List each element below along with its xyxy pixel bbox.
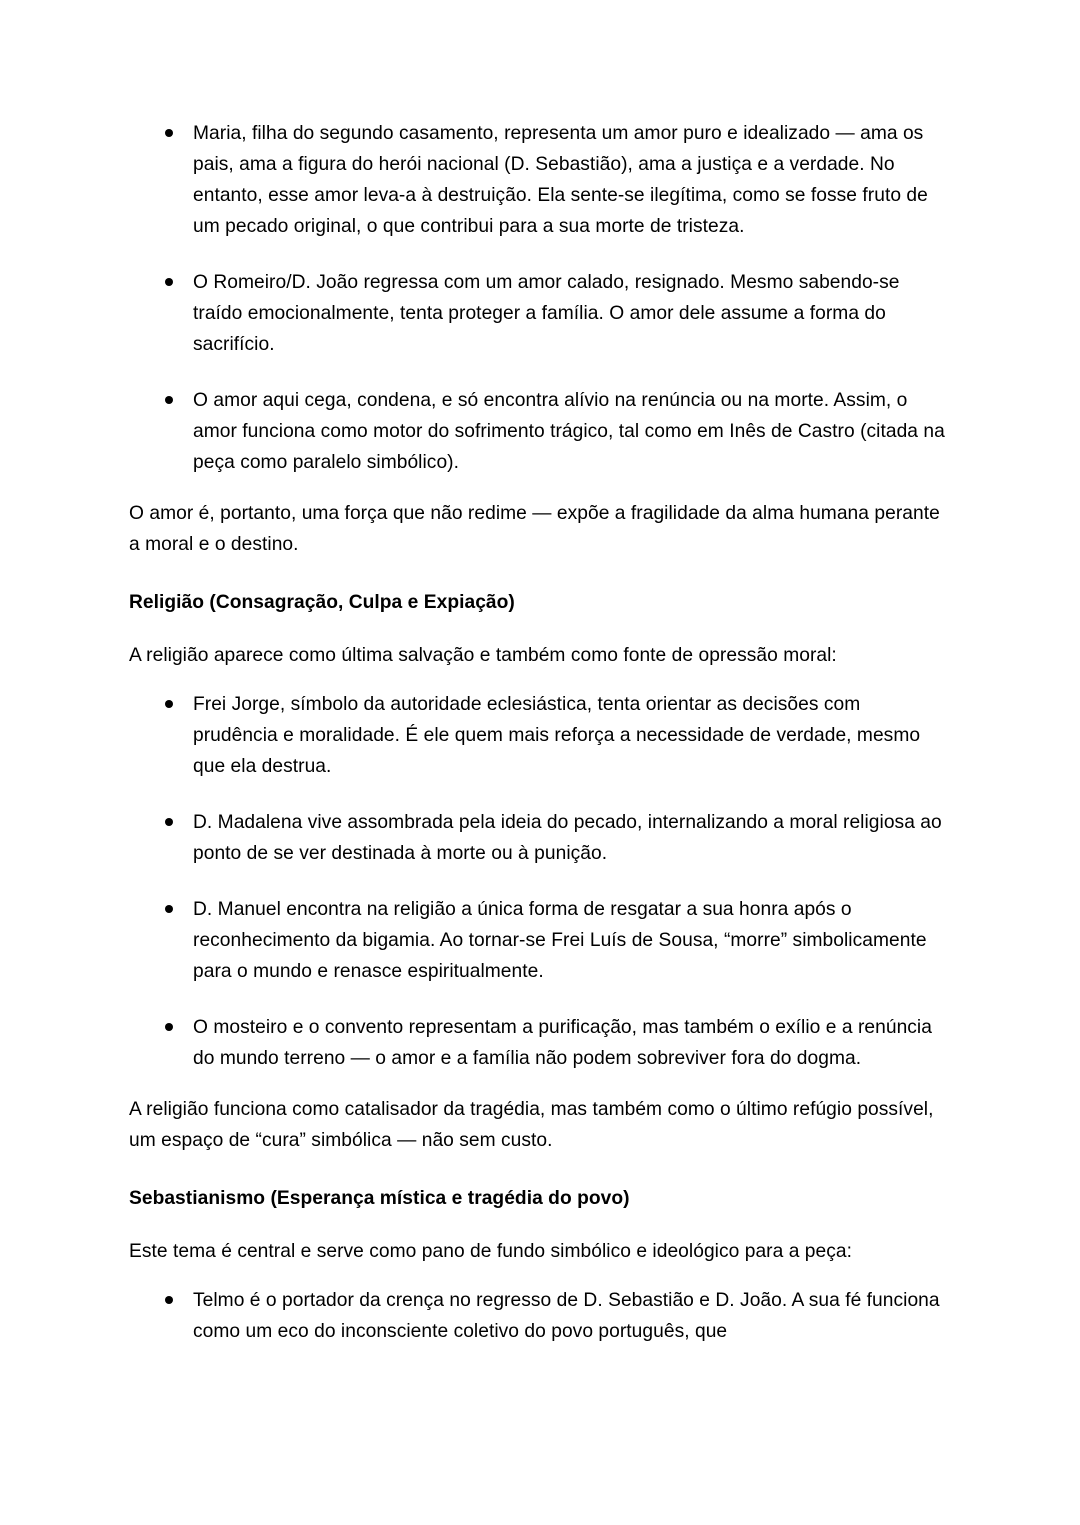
heading-religiao: Religião (Consagração, Culpa e Expiação): [129, 592, 515, 613]
bullet-list-sebastianismo: [129, 1285, 950, 1347]
list-item: [129, 118, 950, 242]
bullet-dot-icon: [165, 278, 173, 286]
list-item: [129, 689, 950, 782]
paragraph-religiao-closing: A religião funciona como catalisador da tragédia, mas também como o último refúgio possível, um espaço de “cura” simbólica — não sem custo.: [129, 1099, 934, 1151]
bullet-list-religiao: [129, 689, 950, 1074]
list-item: [129, 894, 950, 987]
bullet-dot-icon: [165, 396, 173, 404]
list-item-text: O amor aqui cega, condena, e só encontra alívio na renúncia ou na morte. Assim, o amor funciona como motor do sofrimento trágico, tal como em Inês de Castro (citada na peça como paralelo simbólico).: [193, 390, 945, 473]
list-item-text: D. Manuel encontra na religião a única forma de resgatar a sua honra após o reconhecimento da bigamia. Ao tornar-se Frei Luís de Sousa, “morre” simbolicamente para o mundo e renasce espiritualmente.: [193, 899, 927, 982]
bullet-dot-icon: [165, 129, 173, 137]
list-item-text: O Romeiro/D. João regressa com um amor calado, resignado. Mesmo sabendo-se traído emocionalmente, tenta proteger a família. O amor dele assume a forma do sacrifício.: [193, 272, 900, 355]
list-item-text: Maria, filha do segundo casamento, representa um amor puro e idealizado — ama os pais, ama a figura do herói nacional (D. Sebastião), ama a justiça e a verdade. No entanto, esse amor leva-a à destruição. Ela sente-se ilegítima, como se fosse fruto de um pecado original, o que contribui para a sua morte de tristeza.: [193, 123, 928, 237]
bullet-dot-icon: [165, 818, 173, 826]
list-item: [129, 1285, 950, 1347]
bullet-dot-icon: [165, 1296, 173, 1304]
list-item: [129, 1012, 950, 1074]
bullet-list-amor: [129, 118, 950, 478]
bullet-dot-icon: [165, 905, 173, 913]
document-body: [129, 118, 950, 1347]
list-item: [129, 385, 950, 478]
paragraph-sebastianismo-intro: Este tema é central e serve como pano de fundo simbólico e ideológico para a peça:: [129, 1241, 852, 1262]
heading-sebastianismo: Sebastianismo (Esperança mística e tragédia do povo): [129, 1188, 630, 1209]
list-item-text: Frei Jorge, símbolo da autoridade eclesiástica, tenta orientar as decisões com prudência e moralidade. É ele quem mais reforça a necessidade de verdade, mesmo que ela destrua.: [193, 694, 921, 777]
list-item: [129, 267, 950, 360]
bullet-dot-icon: [165, 1023, 173, 1031]
paragraph-religiao-intro: A religião aparece como última salvação e também como fonte de opressão moral:: [129, 645, 837, 666]
paragraph-amor-closing: O amor é, portanto, uma força que não redime — expõe a fragilidade da alma humana perante a moral e o destino.: [129, 503, 940, 555]
list-item-text: D. Madalena vive assombrada pela ideia do pecado, internalizando a moral religiosa ao ponto de se ver destinada à morte ou à punição.: [193, 812, 942, 864]
list-item: [129, 807, 950, 869]
list-item-text: O mosteiro e o convento representam a purificação, mas também o exílio e a renúncia do mundo terreno — o amor e a família não podem sobreviver fora do dogma.: [193, 1017, 932, 1069]
bullet-dot-icon: [165, 700, 173, 708]
list-item-text: Telmo é o portador da crença no regresso de D. Sebastião e D. João. A sua fé funciona como um eco do inconsciente coletivo do povo português, que: [193, 1290, 940, 1342]
